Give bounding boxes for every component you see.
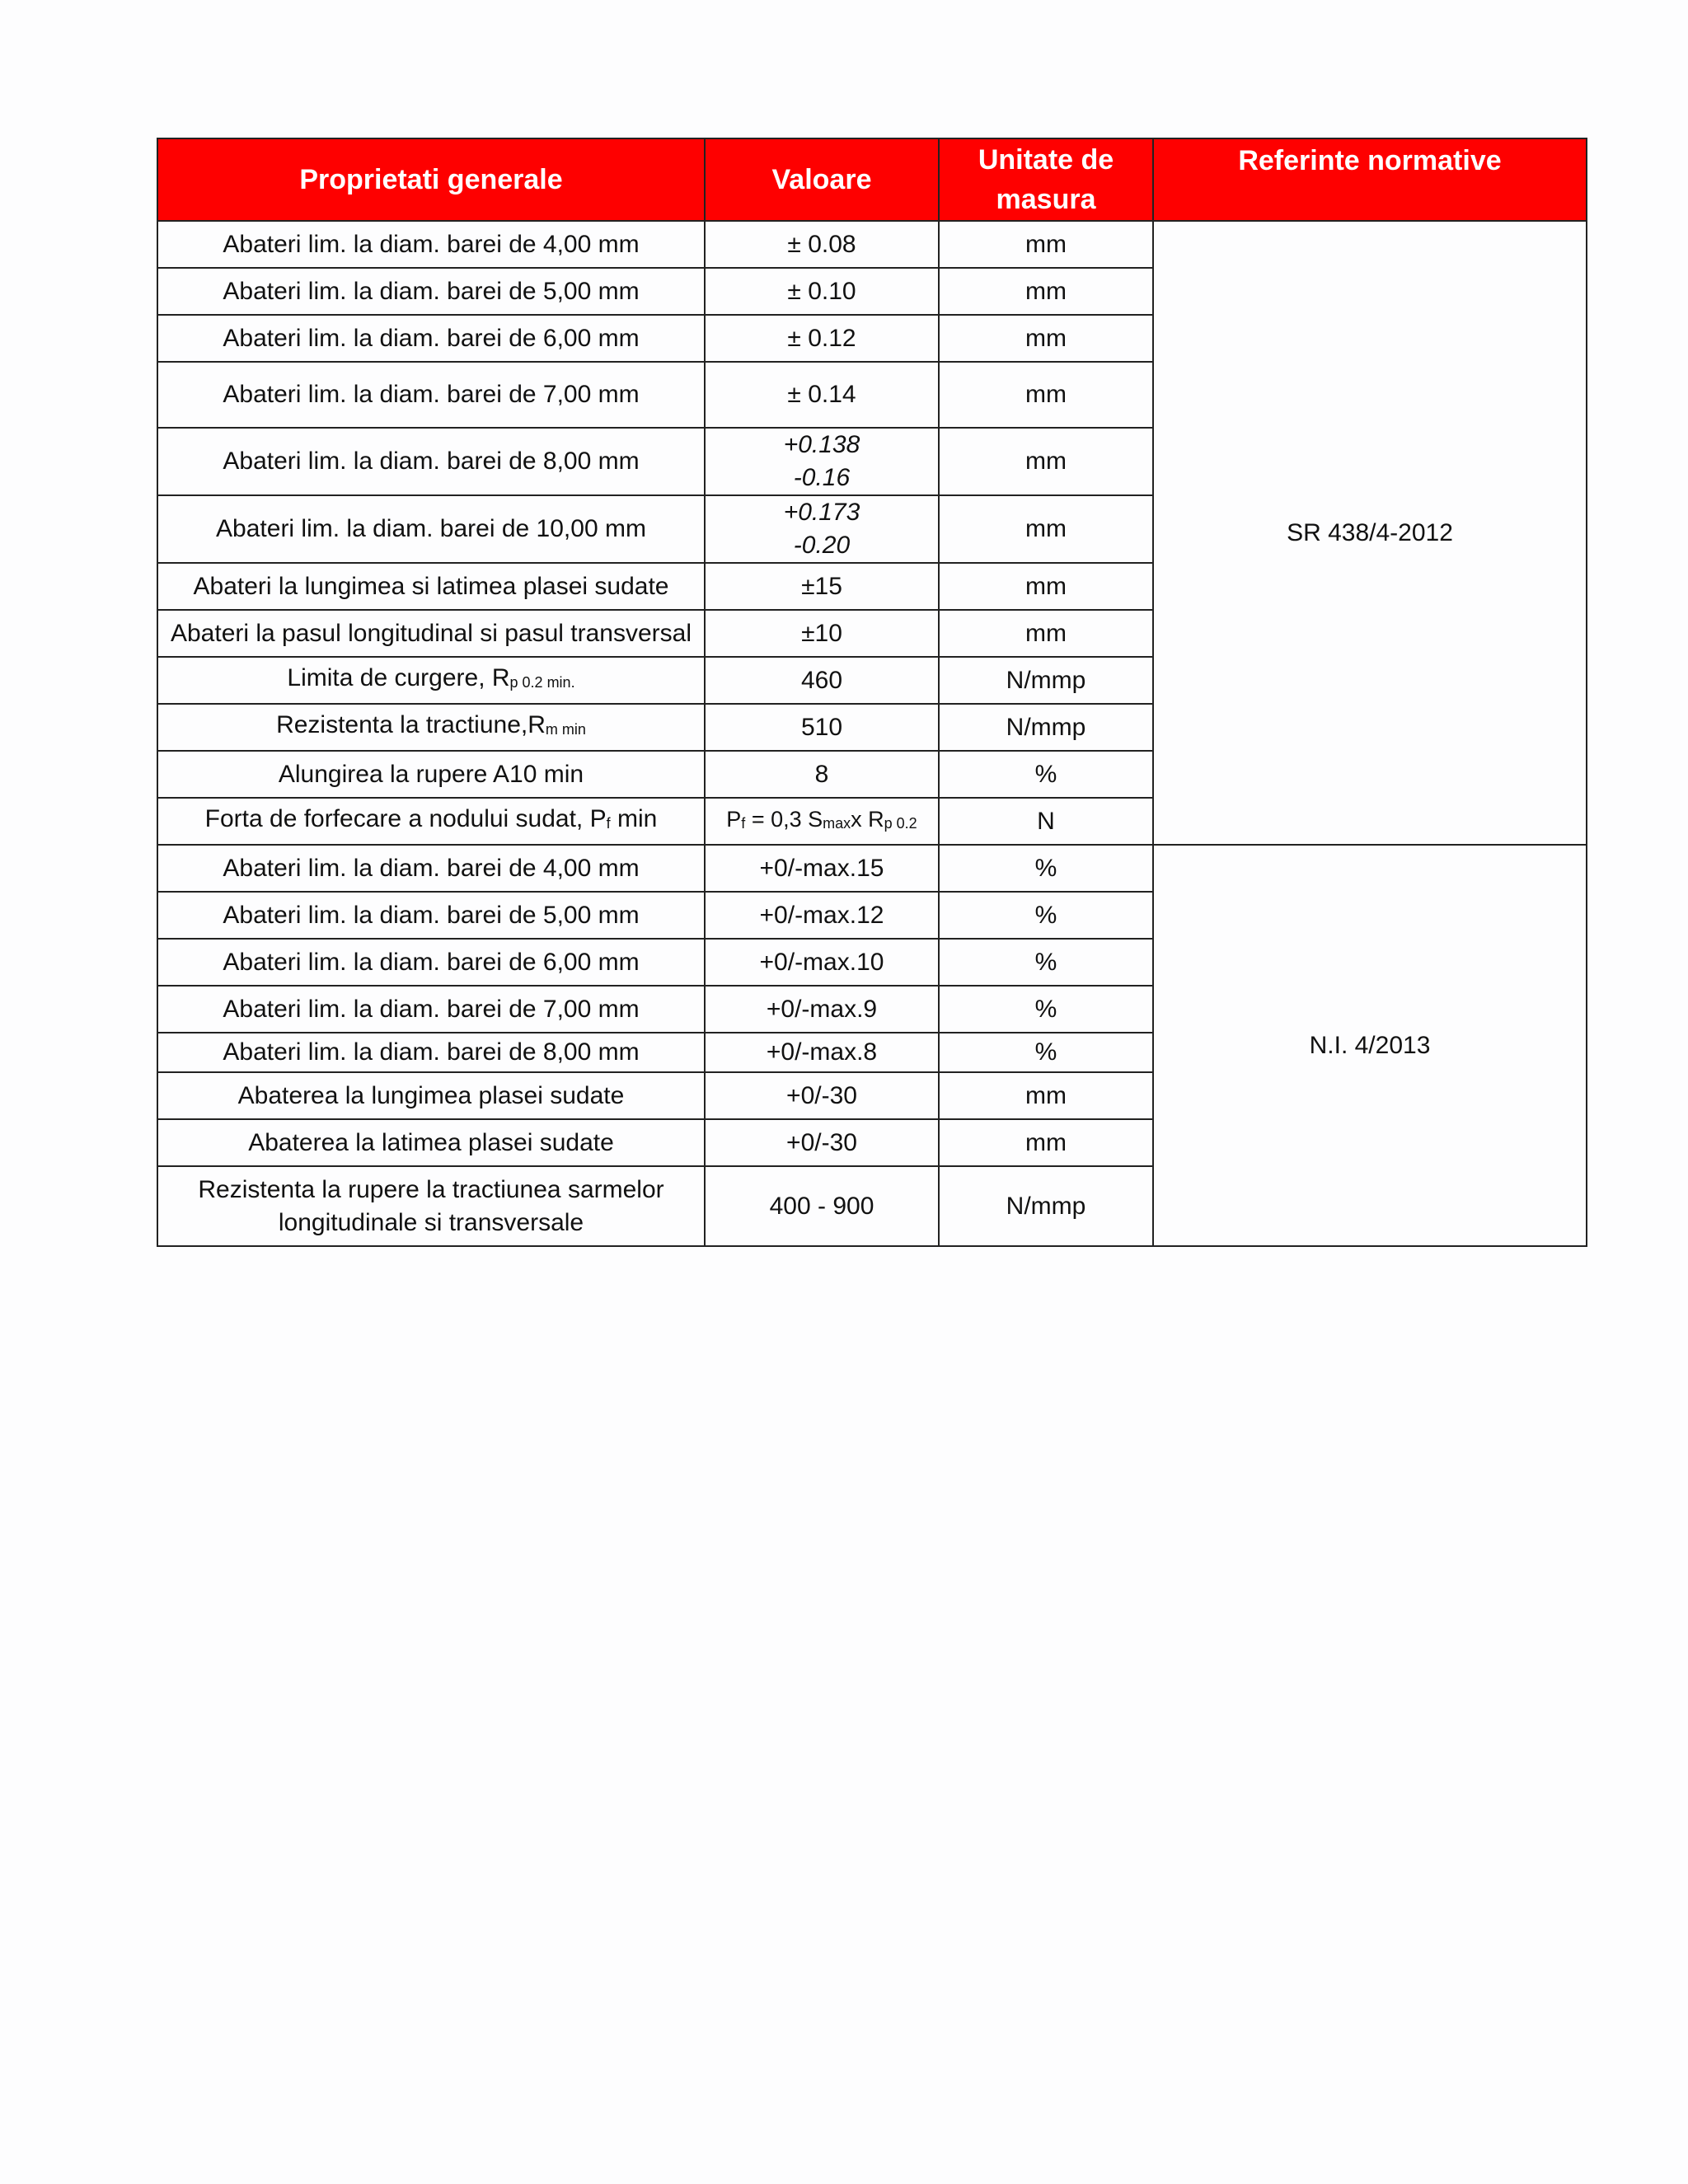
unit-cell: mm (939, 221, 1153, 268)
value-cell: +0/-max.8 (705, 1033, 939, 1072)
reference-cell-sr: SR 438/4-2012 (1153, 221, 1587, 845)
reference-cell-ni: N.I. 4/2013 (1153, 845, 1587, 1246)
value-cell: ± 0.08 (705, 221, 939, 268)
property-cell (157, 798, 705, 845)
value-cell: ± 0.12 (705, 315, 939, 362)
unit-cell: mm (939, 268, 1153, 315)
unit-cell: % (939, 939, 1153, 986)
property-line: longitudinale si transversale (278, 1208, 584, 1236)
unit-cell: mm (939, 1119, 1153, 1166)
unit-cell: % (939, 892, 1153, 939)
header-unit: Unitate de masura (939, 138, 1153, 221)
formula-p-sub: f (741, 815, 746, 832)
value-lower: -0.20 (793, 532, 851, 559)
property-cell (157, 704, 705, 751)
property-cell: Abateri lim. la diam. barei de 6,00 mm (157, 939, 705, 986)
value-cell: 460 (705, 657, 939, 704)
property-subscript: p 0.2 min. (509, 674, 575, 691)
value-cell: ± 0.10 (705, 268, 939, 315)
value-cell: ± 0.14 (705, 362, 939, 428)
header-references: Referinte normative (1153, 138, 1587, 221)
property-cell: Abateri lim. la diam. barei de 5,00 mm (157, 268, 705, 315)
header-value: Valoare (705, 138, 939, 221)
value-cell: ±10 (705, 610, 939, 657)
property-cell: Abateri lim. la diam. barei de 7,00 mm (157, 986, 705, 1033)
property-cell: Alungirea la rupere A10 min (157, 751, 705, 798)
header-properties: Proprietati generale (157, 138, 705, 221)
formula-x: x R (851, 807, 884, 832)
property-cell: Abateri lim. la diam. barei de 7,00 mm (157, 362, 705, 428)
unit-cell: % (939, 1033, 1153, 1072)
property-cell: Abaterea la lungimea plasei sudate (157, 1072, 705, 1119)
property-cell: Abateri la lungimea si latimea plasei sudate (157, 563, 705, 610)
properties-table (157, 138, 1587, 1247)
unit-cell: N/mmp (939, 1166, 1153, 1246)
value-cell: ±15 (705, 563, 939, 610)
value-cell: +0/-30 (705, 1072, 939, 1119)
value-cell (705, 798, 939, 845)
property-main: Forta de forfecare a nodului sudat, P (204, 805, 607, 832)
property-cell: Abateri lim. la diam. barei de 5,00 mm (157, 892, 705, 939)
value-cell: +0/-max.12 (705, 892, 939, 939)
property-subscript: m min (545, 721, 586, 738)
value-upper: +0.173 (783, 499, 860, 526)
value-cell (705, 428, 939, 495)
property-cell: Abateri lim. la diam. barei de 10,00 mm (157, 495, 705, 563)
property-line: Rezistenta la rupere la tractiunea sarmelor (198, 1175, 664, 1203)
unit-cell: % (939, 845, 1153, 892)
value-cell: 510 (705, 704, 939, 751)
table-row (157, 845, 1587, 892)
property-cell (157, 657, 705, 704)
unit-cell: mm (939, 315, 1153, 362)
value-cell: +0/-max.9 (705, 986, 939, 1033)
unit-cell: mm (939, 428, 1153, 495)
property-cell: Abateri lim. la diam. barei de 8,00 mm (157, 1033, 705, 1072)
unit-cell: mm (939, 610, 1153, 657)
unit-cell: N/mmp (939, 657, 1153, 704)
unit-cell: N/mmp (939, 704, 1153, 751)
unit-cell: mm (939, 563, 1153, 610)
value-cell: +0/-30 (705, 1119, 939, 1166)
unit-cell: mm (939, 362, 1153, 428)
unit-cell: mm (939, 495, 1153, 563)
table-row (157, 221, 1587, 268)
formula-p: P (726, 807, 742, 832)
property-cell: Abateri lim. la diam. barei de 8,00 mm (157, 428, 705, 495)
unit-cell: mm (939, 1072, 1153, 1119)
property-cell: Abaterea la latimea plasei sudate (157, 1119, 705, 1166)
table-header-row (157, 138, 1587, 221)
value-cell: 400 - 900 (705, 1166, 939, 1246)
property-cell (157, 1166, 705, 1246)
property-main: Rezistenta la tractiune,R (276, 711, 546, 738)
document-page (157, 138, 1587, 1247)
value-cell: +0/-max.15 (705, 845, 939, 892)
unit-cell: % (939, 986, 1153, 1033)
value-cell: +0/-max.10 (705, 939, 939, 986)
formula-mid: = 0,3 S (745, 807, 823, 832)
property-subscript: f (606, 815, 611, 832)
unit-cell: % (939, 751, 1153, 798)
value-lower: -0.16 (793, 464, 851, 491)
property-tail: min (617, 805, 658, 832)
formula-s-sub: max (823, 815, 851, 832)
property-main: Limita de curgere, R (287, 664, 510, 691)
value-cell: 8 (705, 751, 939, 798)
unit-cell: N (939, 798, 1153, 845)
property-cell: Abateri lim. la diam. barei de 4,00 mm (157, 845, 705, 892)
value-upper: +0.138 (783, 431, 860, 458)
property-cell: Abateri lim. la diam. barei de 4,00 mm (157, 221, 705, 268)
value-cell (705, 495, 939, 563)
property-cell: Abateri la pasul longitudinal si pasul transversal (157, 610, 705, 657)
property-cell: Abateri lim. la diam. barei de 6,00 mm (157, 315, 705, 362)
formula-r-sub: p 0.2 (884, 815, 917, 832)
